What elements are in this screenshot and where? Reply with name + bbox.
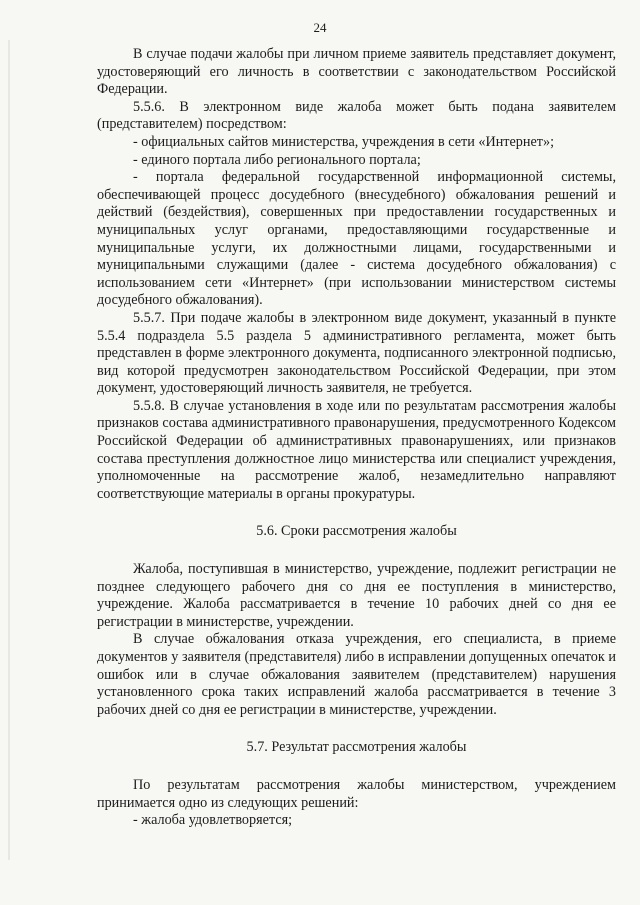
section-heading-5-6: 5.6. Сроки рассмотрения жалобы — [256, 523, 457, 540]
list-item-complaint-satisfied: - жалоба удовлетворяется; — [133, 812, 293, 829]
paragraph-5-5-8: 5.5.8. В случае установления в ходе или по результатам рассмотрения жалобы признаков состава административного правонарушения, предусмотренного Кодексом Российской Федерации об административных правонарушениях, или признаков состава преступления должностное лицо министерства или специалист учреждения, уполномоченные на рассмотрение жалоб, незамедлительно направляют соответствующие материалы в органы прокуратуры. — [97, 397, 616, 502]
list-item-federal-portal: - портала федеральной государственной информационной системы, обеспечивающей процесс досудебного (внесудебного) обжалования решений и действий (бездействия), совершенных при предоставлении государственных и муниципальных услуг органами, предоставляющими государственные и муниципальные услуги, их должностными лицами, государственными и муниципальными служащими (далее - система досудебного обжалования) с использованием сети «Интернет» (при использовании министерством системы досудебного обжалования). — [97, 169, 616, 309]
paragraph-complaint-registration: Жалоба, поступившая в министерство, учреждение, подлежит регистрации не позднее следующего рабочего дня со дня ее поступления в министерство, учреждение. Жалоба рассматривается в течение 10 рабочих дней со дня ее регистрации в министерстве, учреждении. — [97, 561, 616, 630]
section-heading-5-7: 5.7. Результат рассмотрения жалобы — [246, 739, 467, 756]
page-number: 24 — [313, 20, 327, 35]
document-body — [97, 46, 616, 830]
list-item-official-sites: - официальных сайтов министерства, учреждения в сети «Интернет»; — [133, 133, 555, 150]
scan-edge-shadow — [8, 40, 10, 860]
paragraph-5-5-6: 5.5.6. В электронном виде жалоба может быть подана заявителем (представителем) посредством: — [97, 98, 616, 133]
paragraph-personal-reception: В случае подачи жалобы при личном приеме заявитель представляет документ, удостоверяющий его личность в соответствии с законодательством Российской Федерации. — [97, 46, 616, 98]
list-item-unified-portal: - единого портала либо регионального портала; — [133, 151, 421, 168]
paragraph-refusal-appeal: В случае обжалования отказа учреждения, его специалиста, в приеме документов у заявителя (представителя) либо в исправлении допущенных опечаток и ошибок или в случае обжалования заявителем (представителем) нарушения установленного срока таких исправлений жалоба рассматривается в течение 3 рабочих дней со дня ее регистрации в министерстве, учреждении. — [97, 631, 616, 718]
paragraph-review-results: По результатам рассмотрения жалобы министерством, учреждением принимается одно из следующих решений: — [97, 776, 616, 811]
paragraph-5-5-7: 5.5.7. При подаче жалобы в электронном виде документ, указанный в пункте 5.5.4 подраздела 5.5 раздела 5 административного регламента, может быть представлен в форме электронного документа, подписанного электронной подписью, вид которой предусмотрен законодательством Российской Федерации, при этом документ, удостоверяющий личность заявителя, не требуется. — [97, 309, 616, 397]
